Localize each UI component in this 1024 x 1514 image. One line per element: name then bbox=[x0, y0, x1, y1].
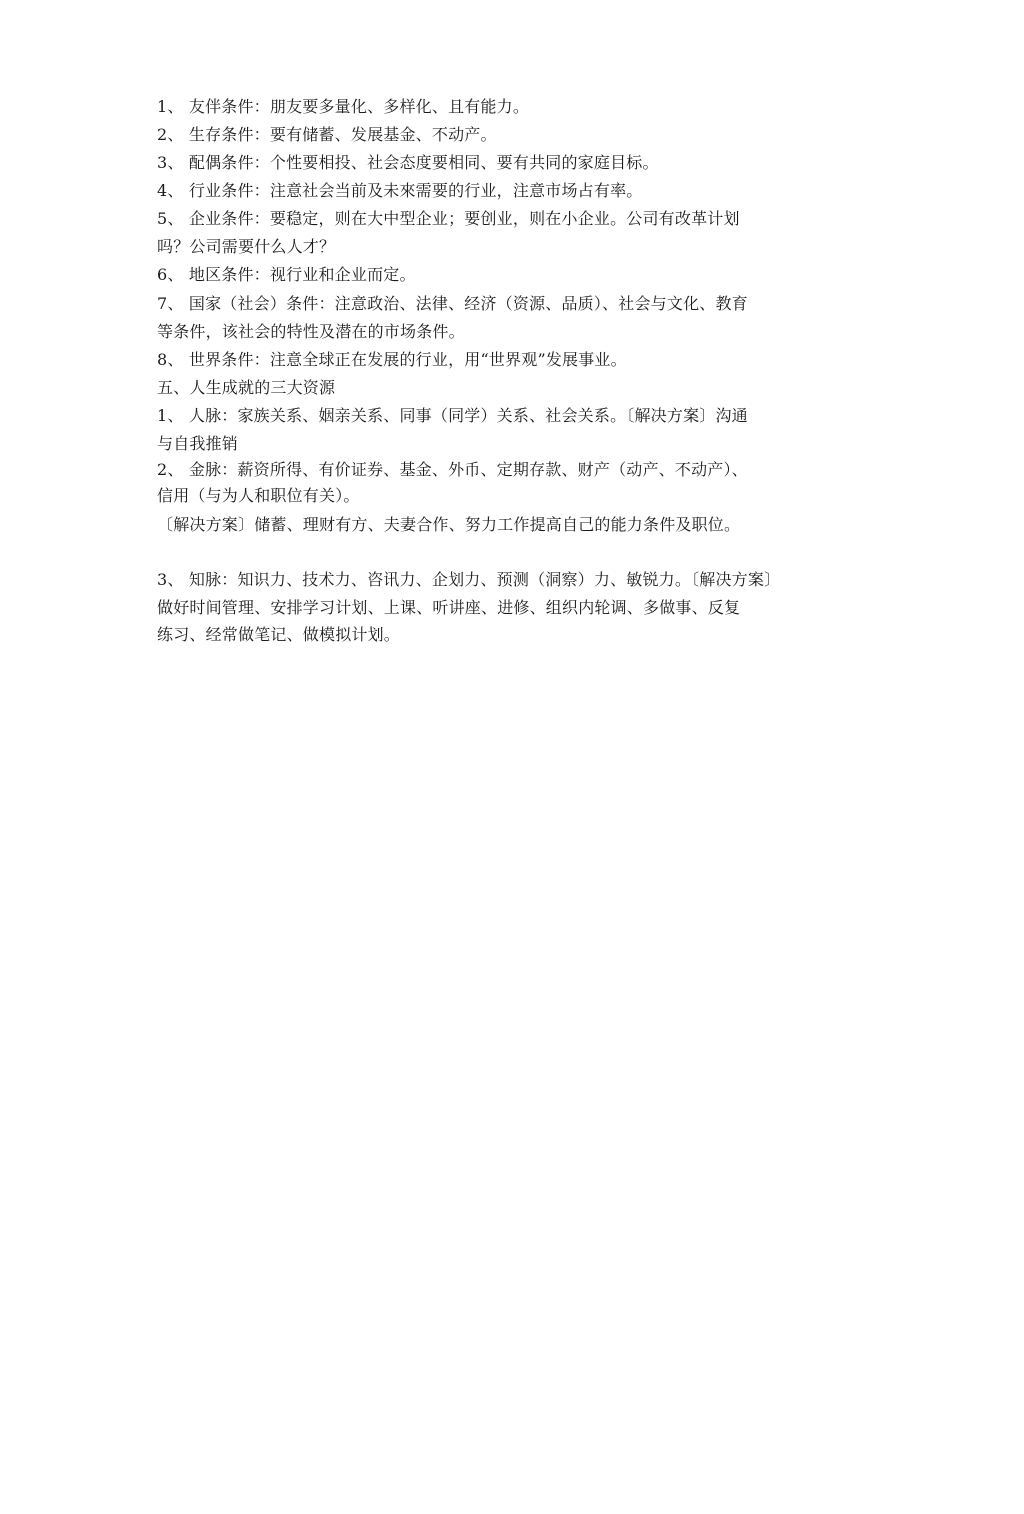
text-line-6: 吗？公司需要什么人才？ bbox=[157, 237, 336, 256]
text-line-4: 4、 行业条件：注意社会当前及未來需要的行业，注意市场占有率。 bbox=[157, 181, 643, 200]
text-line-10: 8、 世界条件：注意全球正在发展的行业，用“世界观”发展事业。 bbox=[157, 350, 627, 369]
text-line-1: 1、 友伴条件：朋友要多量化、多样化、且有能力。 bbox=[157, 97, 530, 116]
text-line-12: 1、 人脉：家族关系、姻亲关系、同事（同学）关系、社会关系。〔解决方案〕沟通 bbox=[157, 406, 748, 425]
text-line-16: 〔解决方案〕储蓄、理财有方、夫妻合作、努力工作提高自己的能力条件及职位。 bbox=[157, 515, 741, 534]
section-heading: 五、人生成就的三大资源 bbox=[157, 378, 336, 397]
text-line-7: 6、 地区条件：视行业和企业而定。 bbox=[157, 265, 416, 284]
text-line-17: 3、 知脉：知识力、技术力、咨讯力、企划力、预测（洞察）力、敏锐力。〔解决方案〕 bbox=[157, 570, 781, 589]
text-line-3: 3、 配偶条件：个性要相投、社会态度要相同、要有共同的家庭目标。 bbox=[157, 153, 659, 172]
text-line-13: 与自我推销 bbox=[157, 434, 239, 453]
text-line-2: 2、 生存条件：要有储蓄、发展基金、不动产。 bbox=[157, 125, 497, 144]
text-line-14: 2、 金脉：薪资所得、有价证券、基金、外币、定期存款、财产（动产、不动产）、 bbox=[157, 460, 748, 479]
text-line-8: 7、 国家（社会）条件：注意政治、法律、经济（资源、品质）、社会与文化、教育 bbox=[157, 294, 748, 313]
text-line-9: 等条件，该社会的特性及潜在的市场条件。 bbox=[157, 322, 465, 341]
text-line-5: 5、 企业条件：要稳定，则在大中型企业；要创业，则在小企业。公司有改革计划 bbox=[157, 209, 740, 228]
text-line-18: 做好时间管理、安排学习计划、上课、听讲座、进修、组织内轮调、多做事、反复 bbox=[157, 598, 741, 617]
text-line-15: 信用（与为人和职位有关）。 bbox=[157, 486, 360, 505]
text-line-19: 练习、经常做笔记、做模拟计划。 bbox=[157, 625, 401, 644]
